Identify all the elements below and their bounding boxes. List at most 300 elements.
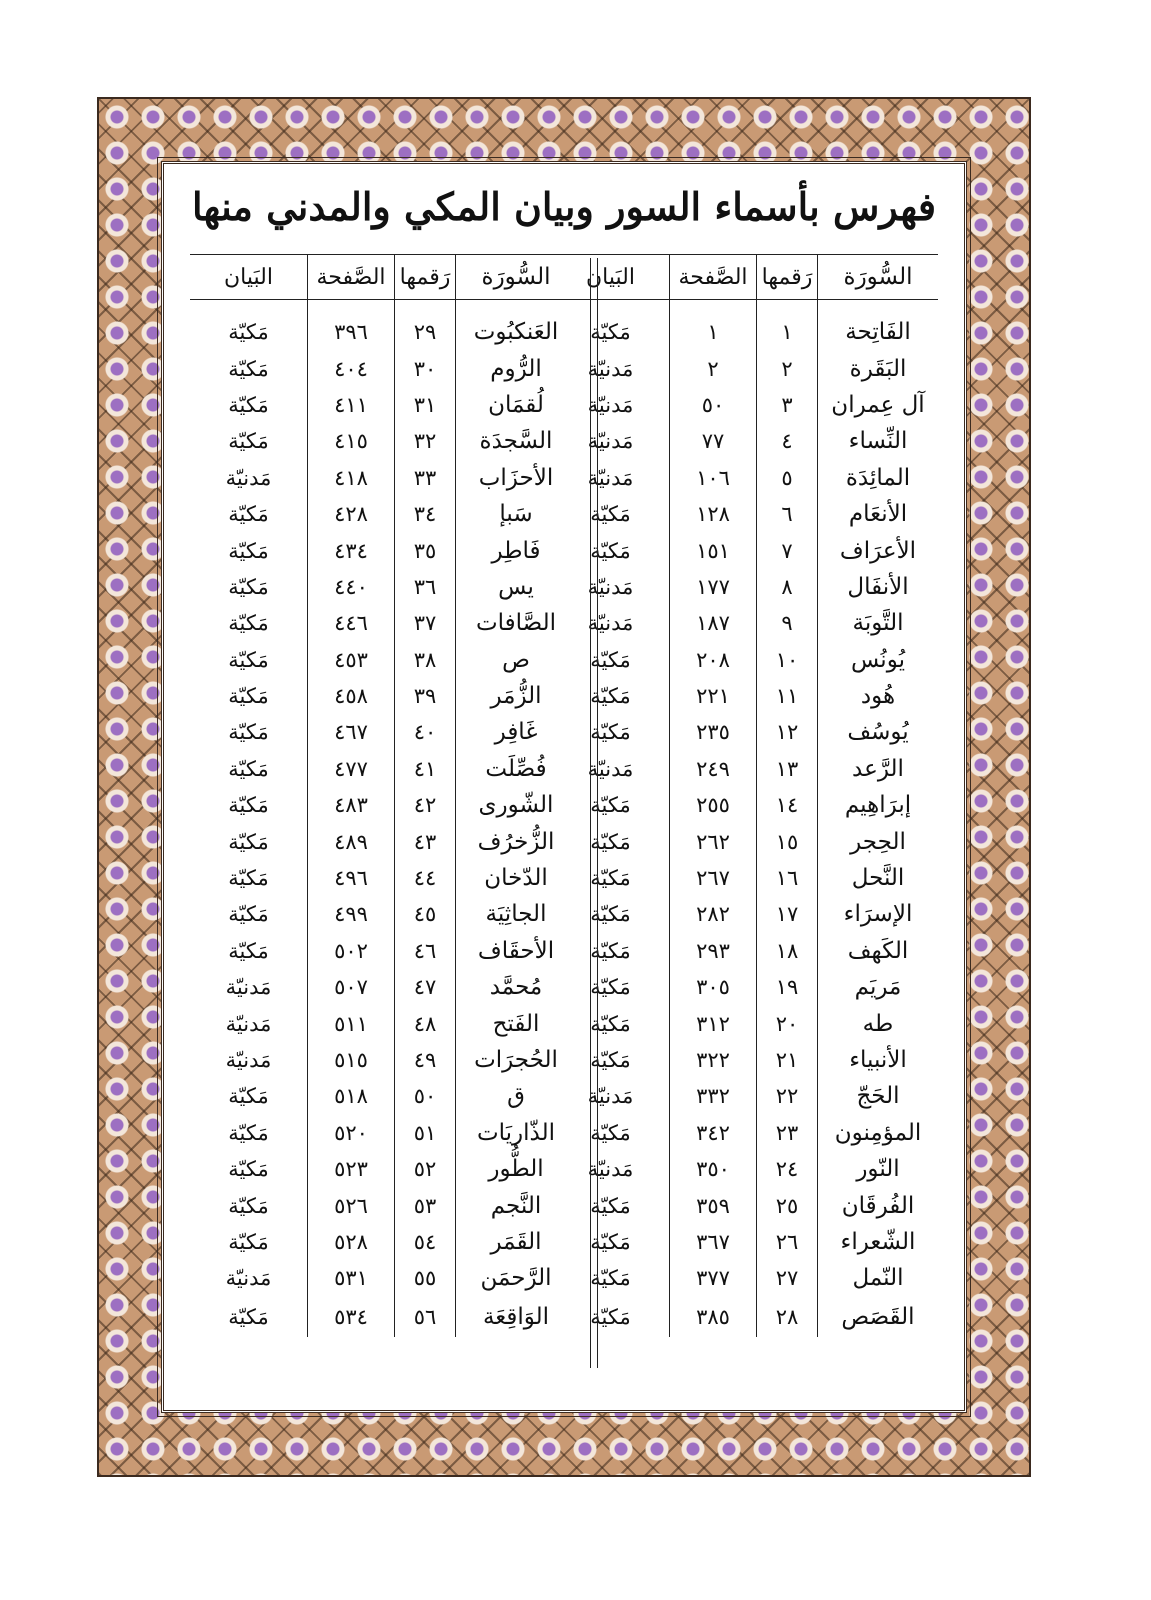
table-row xyxy=(552,1224,938,1260)
surah-number-cell: ٢٧ xyxy=(757,1260,818,1296)
table-row xyxy=(190,605,576,641)
page-number-cell: ٤١٥ xyxy=(308,423,395,459)
surah-name-cell: الفُرقَان xyxy=(818,1187,939,1223)
table-row xyxy=(190,350,576,386)
table-row xyxy=(552,496,938,532)
table-row xyxy=(190,787,576,823)
surah-number-cell: ٤٩ xyxy=(395,1042,456,1078)
revelation-type-cell: مَكيّة xyxy=(228,429,269,454)
surah-number-cell: ٣٨ xyxy=(395,642,456,678)
surah-name-cell: الكَهف xyxy=(818,933,939,969)
surah-name-cell: السَّجدَة xyxy=(456,423,577,459)
revelation-type-cell: مَكيّة xyxy=(590,502,631,527)
revelation-type-cell: مَكيّة xyxy=(228,538,269,563)
page-number-cell: ٥٠٢ xyxy=(308,933,395,969)
page-number-cell: ٣٦٧ xyxy=(670,1224,757,1260)
page-number-cell: ١٢٨ xyxy=(670,496,757,532)
page-number-cell: ٢٥٥ xyxy=(670,787,757,823)
table-row xyxy=(552,787,938,823)
table-row xyxy=(552,896,938,932)
page-number-cell: ١٨٧ xyxy=(670,605,757,641)
surah-name-cell: الجاثِيَة xyxy=(456,896,577,932)
surah-name-cell: القَمَر xyxy=(456,1224,577,1260)
revelation-type-cell: مَدنيّة xyxy=(587,611,634,636)
revelation-type-cell: مَكيّة xyxy=(590,1229,631,1254)
revelation-type-cell: مَكيّة xyxy=(228,647,269,672)
page-number-cell: ٤٤٠ xyxy=(308,569,395,605)
page-number-cell: ١٧٧ xyxy=(670,569,757,605)
surah-name-cell: فُصِّلَت xyxy=(456,751,577,787)
revelation-type-cell: مَكيّة xyxy=(228,684,269,709)
page-number-cell: ٥٢٣ xyxy=(308,1151,395,1187)
surah-number-cell: ٣٠ xyxy=(395,350,456,386)
page-number-cell: ٢٠٨ xyxy=(670,642,757,678)
table-row xyxy=(552,314,938,350)
surah-name-cell: آل عِمران xyxy=(818,387,939,423)
surah-name-cell: النّمل xyxy=(818,1260,939,1296)
surah-number-cell: ٥٤ xyxy=(395,1224,456,1260)
page-number-cell: ٥٢٦ xyxy=(308,1187,395,1223)
page-number-cell: ٥١١ xyxy=(308,1005,395,1041)
surah-number-cell: ٤٣ xyxy=(395,823,456,859)
revelation-type-cell: مَكيّة xyxy=(228,1120,269,1145)
table-row xyxy=(552,532,938,568)
table-row xyxy=(190,532,576,568)
surah-number-cell: ٤٢ xyxy=(395,787,456,823)
surah-number-cell: ١٩ xyxy=(757,969,818,1005)
table-header-row xyxy=(190,255,576,300)
spacer-cell xyxy=(456,300,577,315)
surah-name-cell: الفَتح xyxy=(456,1005,577,1041)
page-number-cell: ٤١١ xyxy=(308,387,395,423)
surah-number-cell: ٥٦ xyxy=(395,1297,456,1337)
page-number-cell: ٣٤٢ xyxy=(670,1115,757,1151)
revelation-type-cell: مَدنيّة xyxy=(225,1266,272,1291)
surah-name-cell: النّور xyxy=(818,1151,939,1187)
surah-name-cell: المؤمِنون xyxy=(818,1115,939,1151)
page-number-cell: ٢٩٣ xyxy=(670,933,757,969)
revelation-type-cell: مَكيّة xyxy=(228,793,269,818)
surah-name-cell: مَريَم xyxy=(818,969,939,1005)
revelation-type-cell: مَكيّة xyxy=(228,392,269,417)
table-row xyxy=(552,642,938,678)
table-row xyxy=(552,387,938,423)
revelation-type-cell: مَدنيّة xyxy=(587,756,634,781)
table-row xyxy=(552,1297,938,1337)
table-row xyxy=(190,314,576,350)
revelation-type-cell: مَكيّة xyxy=(228,1304,269,1329)
table-row xyxy=(190,1260,576,1296)
table-row xyxy=(552,605,938,641)
surah-name-cell: العَنكبُوت xyxy=(456,314,577,350)
surah-name-cell: الأنعَام xyxy=(818,496,939,532)
surah-number-cell: ١٦ xyxy=(757,860,818,896)
column-divider xyxy=(590,258,598,1368)
table-row xyxy=(190,969,576,1005)
table-row xyxy=(190,678,576,714)
surah-number-cell: ١ xyxy=(757,314,818,350)
page-number-cell: ٣٢٢ xyxy=(670,1042,757,1078)
page-number-cell: ٣٨٥ xyxy=(670,1297,757,1337)
revelation-type-cell: مَكيّة xyxy=(228,611,269,636)
page-number-cell: ١٥١ xyxy=(670,532,757,568)
revelation-type-cell: مَكيّة xyxy=(590,684,631,709)
spacer-cell xyxy=(757,300,818,315)
table-row xyxy=(190,1005,576,1041)
surah-number-cell: ٤ xyxy=(757,423,818,459)
surah-name-cell: النَّحل xyxy=(818,860,939,896)
page-number-cell: ٥١٨ xyxy=(308,1078,395,1114)
surah-number-cell: ٤١ xyxy=(395,751,456,787)
surah-number-cell: ٢٦ xyxy=(757,1224,818,1260)
surah-name-cell: هُود xyxy=(818,678,939,714)
surah-name-cell: ص xyxy=(456,642,577,678)
revelation-type-cell: مَكيّة xyxy=(228,902,269,927)
surah-number-cell: ٥٣ xyxy=(395,1187,456,1223)
header-page: الصَّفحة xyxy=(670,255,757,300)
page-number-cell: ٣٠٥ xyxy=(670,969,757,1005)
surah-name-cell: طه xyxy=(818,1005,939,1041)
surah-number-cell: ٣٦ xyxy=(395,569,456,605)
surah-name-cell: سَبإ xyxy=(456,496,577,532)
surah-number-cell: ٢٢ xyxy=(757,1078,818,1114)
page-number-cell: ٥٢٨ xyxy=(308,1224,395,1260)
table-row xyxy=(552,1005,938,1041)
surah-number-cell: ١٧ xyxy=(757,896,818,932)
page-number-cell: ٥٢٠ xyxy=(308,1115,395,1151)
table-row xyxy=(552,969,938,1005)
surah-name-cell: الرَّعد xyxy=(818,751,939,787)
page-number-cell: ٤٤٦ xyxy=(308,605,395,641)
page-number-cell: ٣٥٠ xyxy=(670,1151,757,1187)
table-row xyxy=(552,714,938,750)
surah-number-cell: ٢ xyxy=(757,350,818,386)
surah-number-cell: ٢١ xyxy=(757,1042,818,1078)
table-row xyxy=(190,642,576,678)
page-number-cell: ١ xyxy=(670,314,757,350)
surah-name-cell: غَافِر xyxy=(456,714,577,750)
table-row xyxy=(552,423,938,459)
table-row xyxy=(552,1187,938,1223)
revelation-type-cell: مَكيّة xyxy=(590,866,631,891)
surah-name-cell: يُوسُف xyxy=(818,714,939,750)
revelation-type-cell: مَدنيّة xyxy=(587,429,634,454)
surah-name-cell: إبرَاهِيم xyxy=(818,787,939,823)
surah-name-cell: الأنبياء xyxy=(818,1042,939,1078)
revelation-type-cell: مَدنيّة xyxy=(587,465,634,490)
surah-number-cell: ٥٢ xyxy=(395,1151,456,1187)
revelation-type-cell: مَكيّة xyxy=(228,866,269,891)
page-number-cell: ٥٠ xyxy=(670,387,757,423)
table-row xyxy=(190,1115,576,1151)
table-row xyxy=(190,1224,576,1260)
header-number: رَقمها xyxy=(395,255,456,300)
surah-number-cell: ٤٦ xyxy=(395,933,456,969)
revelation-type-cell: مَدنيّة xyxy=(587,356,634,381)
revelation-type-cell: مَكيّة xyxy=(590,1011,631,1036)
page-number-cell: ٢٣٥ xyxy=(670,714,757,750)
page-number-cell: ٢٦٧ xyxy=(670,860,757,896)
page-number-cell: ٥٣٤ xyxy=(308,1297,395,1337)
surah-name-cell: الوَاقِعَة xyxy=(456,1297,577,1337)
revelation-type-cell: مَكيّة xyxy=(590,829,631,854)
surah-name-cell: الصَّافات xyxy=(456,605,577,641)
surah-number-cell: ٣٤ xyxy=(395,496,456,532)
surah-number-cell: ٥ xyxy=(757,460,818,496)
table-row xyxy=(190,387,576,423)
surah-number-cell: ٤٨ xyxy=(395,1005,456,1041)
revelation-type-cell: مَكيّة xyxy=(228,502,269,527)
surah-number-cell: ٤٤ xyxy=(395,860,456,896)
page-number-cell: ٢ xyxy=(670,350,757,386)
header-type: البَيان xyxy=(552,255,670,300)
page-number-cell: ٥٠٧ xyxy=(308,969,395,1005)
surah-number-cell: ٩ xyxy=(757,605,818,641)
surah-name-cell: الشّعراء xyxy=(818,1224,939,1260)
page-number-cell: ٢٦٢ xyxy=(670,823,757,859)
revelation-type-cell: مَدنيّة xyxy=(587,1084,634,1109)
revelation-type-cell: مَكيّة xyxy=(590,938,631,963)
surah-name-cell: القَصَص xyxy=(818,1297,939,1337)
revelation-type-cell: مَدنيّة xyxy=(225,1048,272,1072)
table-row xyxy=(552,460,938,496)
surah-number-cell: ٢٠ xyxy=(757,1005,818,1041)
surah-number-cell: ١٣ xyxy=(757,751,818,787)
surah-number-cell: ١٥ xyxy=(757,823,818,859)
ornamental-border xyxy=(97,97,1031,1477)
header-page: الصَّفحة xyxy=(308,255,395,300)
revelation-type-cell: مَكيّة xyxy=(590,1120,631,1145)
revelation-type-cell: مَكيّة xyxy=(228,829,269,854)
surah-number-cell: ٤٧ xyxy=(395,969,456,1005)
surah-name-cell: يس xyxy=(456,569,577,605)
page-number-cell: ٣٧٧ xyxy=(670,1260,757,1296)
surah-number-cell: ١١ xyxy=(757,678,818,714)
table-row xyxy=(190,714,576,750)
surah-name-cell: البَقَرة xyxy=(818,350,939,386)
table-header-row xyxy=(552,255,938,300)
spacer-row xyxy=(552,300,938,315)
revelation-type-cell: مَكيّة xyxy=(228,320,269,345)
spacer-row xyxy=(190,300,576,315)
surah-number-cell: ٢٣ xyxy=(757,1115,818,1151)
page-number-cell: ٣١٢ xyxy=(670,1005,757,1041)
revelation-type-cell: مَكيّة xyxy=(590,975,631,1000)
table-row xyxy=(190,896,576,932)
surah-name-cell: الفَاتِحة xyxy=(818,314,939,350)
spacer-cell xyxy=(818,300,939,315)
surah-name-cell: الشّورى xyxy=(456,787,577,823)
page-number-cell: ٤٨٣ xyxy=(308,787,395,823)
surah-name-cell: الحِجر xyxy=(818,823,939,859)
revelation-type-cell: مَدنيّة xyxy=(225,975,272,1000)
page-number-cell: ٥٣١ xyxy=(308,1260,395,1296)
surah-number-cell: ٢٩ xyxy=(395,314,456,350)
surah-number-cell: ٣ xyxy=(757,387,818,423)
revelation-type-cell: مَكيّة xyxy=(228,720,269,745)
revelation-type-cell: مَكيّة xyxy=(228,1084,269,1109)
table-row xyxy=(190,460,576,496)
table-row xyxy=(190,1187,576,1223)
surah-name-cell: الرُّوم xyxy=(456,350,577,386)
surah-number-cell: ٣٢ xyxy=(395,423,456,459)
table-row xyxy=(552,1042,938,1078)
page-number-cell: ٤٥٣ xyxy=(308,642,395,678)
surah-number-cell: ٣٩ xyxy=(395,678,456,714)
surah-name-cell: الأحزَاب xyxy=(456,460,577,496)
page-number-cell: ١٠٦ xyxy=(670,460,757,496)
spacer-cell xyxy=(395,300,456,315)
surah-name-cell: الإسرَاء xyxy=(818,896,939,932)
table-row xyxy=(552,751,938,787)
surah-name-cell: الرَّحمَن xyxy=(456,1260,577,1296)
page-number-cell: ٢٤٩ xyxy=(670,751,757,787)
revelation-type-cell: مَكيّة xyxy=(590,1266,631,1291)
surah-index xyxy=(190,254,938,1394)
table-row xyxy=(552,1115,938,1151)
revelation-type-cell: مَدنيّة xyxy=(225,1011,272,1036)
table-row xyxy=(552,569,938,605)
surah-name-cell: الأنفَال xyxy=(818,569,939,605)
surah-number-cell: ٨ xyxy=(757,569,818,605)
surah-name-cell: لُقمَان xyxy=(456,387,577,423)
surah-name-cell: الأحقَاف xyxy=(456,933,577,969)
header-type: البَيان xyxy=(190,255,308,300)
revelation-type-cell: مَكيّة xyxy=(590,647,631,672)
table-row xyxy=(190,569,576,605)
surah-name-cell: مُحمَّد xyxy=(456,969,577,1005)
surah-name-cell: الحُجرَات xyxy=(456,1042,577,1078)
table-row xyxy=(190,933,576,969)
revelation-type-cell: مَدنيّة xyxy=(225,465,272,490)
table-row xyxy=(190,1078,576,1114)
revelation-type-cell: مَكيّة xyxy=(228,1229,269,1254)
surah-table-left xyxy=(190,254,576,1394)
table-row xyxy=(190,1151,576,1187)
revelation-type-cell: مَدنيّة xyxy=(587,392,634,417)
surah-number-cell: ١٠ xyxy=(757,642,818,678)
table-row xyxy=(552,350,938,386)
surah-name-cell: الدّخان xyxy=(456,860,577,896)
revelation-type-cell: مَكيّة xyxy=(590,1048,631,1072)
table-row xyxy=(552,933,938,969)
surah-number-cell: ٥٠ xyxy=(395,1078,456,1114)
surah-number-cell: ٢٤ xyxy=(757,1151,818,1187)
table-row xyxy=(190,751,576,787)
revelation-type-cell: مَكيّة xyxy=(590,1304,631,1329)
revelation-type-cell: مَدنيّة xyxy=(587,1157,634,1182)
surah-name-cell: النِّساء xyxy=(818,423,939,459)
header-surah: السُّورَة xyxy=(456,255,577,300)
page-number-cell: ٥١٥ xyxy=(308,1042,395,1078)
surah-name-cell: التَّوبَة xyxy=(818,605,939,641)
page-number-cell: ٢٢١ xyxy=(670,678,757,714)
page-number-cell: ٤٩٦ xyxy=(308,860,395,896)
page-number-cell: ٤٨٩ xyxy=(308,823,395,859)
surah-name-cell: النَّجم xyxy=(456,1187,577,1223)
revelation-type-cell: مَكيّة xyxy=(228,1193,269,1218)
revelation-type-cell: مَكيّة xyxy=(590,902,631,927)
surah-number-cell: ٣٧ xyxy=(395,605,456,641)
revelation-type-cell: مَكيّة xyxy=(590,320,631,345)
revelation-type-cell: مَكيّة xyxy=(590,720,631,745)
surah-number-cell: ٥٥ xyxy=(395,1260,456,1296)
spacer-cell xyxy=(308,300,395,315)
page-number-cell: ٣٥٩ xyxy=(670,1187,757,1223)
table-row xyxy=(190,496,576,532)
table-row xyxy=(552,1260,938,1296)
page-number-cell: ٤٥٨ xyxy=(308,678,395,714)
table-row xyxy=(552,1151,938,1187)
surah-name-cell: فَاطِر xyxy=(456,532,577,568)
surah-number-cell: ٣١ xyxy=(395,387,456,423)
surah-number-cell: ٣٣ xyxy=(395,460,456,496)
header-number: رَقمها xyxy=(757,255,818,300)
page-number-cell: ٣٩٦ xyxy=(308,314,395,350)
surah-number-cell: ٧ xyxy=(757,532,818,568)
table-row xyxy=(190,1042,576,1078)
surah-number-cell: ٥١ xyxy=(395,1115,456,1151)
revelation-type-cell: مَدنيّة xyxy=(587,574,634,599)
surah-name-cell: الذّاريَات xyxy=(456,1115,577,1151)
table-row xyxy=(190,423,576,459)
surah-name-cell: ق xyxy=(456,1078,577,1114)
surah-number-cell: ٣٥ xyxy=(395,532,456,568)
surah-number-cell: ٢٥ xyxy=(757,1187,818,1223)
page-number-cell: ٤١٨ xyxy=(308,460,395,496)
revelation-type-cell: مَكيّة xyxy=(590,538,631,563)
page-number-cell: ٤٠٤ xyxy=(308,350,395,386)
revelation-type-cell: مَكيّة xyxy=(228,756,269,781)
surah-number-cell: ٢٨ xyxy=(757,1297,818,1337)
surah-number-cell: ٦ xyxy=(757,496,818,532)
surah-name-cell: الزُّمَر xyxy=(456,678,577,714)
surah-name-cell: الأعرَاف xyxy=(818,532,939,568)
table-row xyxy=(190,860,576,896)
revelation-type-cell: مَكيّة xyxy=(590,793,631,818)
table-row xyxy=(190,1297,576,1337)
table-row xyxy=(552,1078,938,1114)
surah-name-cell: يُونُس xyxy=(818,642,939,678)
surah-number-cell: ٤٥ xyxy=(395,896,456,932)
page-title: فهرس بأسماء السور وبيان المكي والمدني منها xyxy=(191,184,937,229)
revelation-type-cell: مَكيّة xyxy=(590,1193,631,1218)
surah-number-cell: ١٤ xyxy=(757,787,818,823)
surah-number-cell: ١٢ xyxy=(757,714,818,750)
page-number-cell: ٤٣٤ xyxy=(308,532,395,568)
surah-number-cell: ٤٠ xyxy=(395,714,456,750)
page-number-cell: ٢٨٢ xyxy=(670,896,757,932)
page-number-cell: ٤٢٨ xyxy=(308,496,395,532)
surah-name-cell: الطُّور xyxy=(456,1151,577,1187)
page-number-cell: ٤٧٧ xyxy=(308,751,395,787)
table-row xyxy=(552,823,938,859)
table-row xyxy=(190,823,576,859)
page-number-cell: ٤٦٧ xyxy=(308,714,395,750)
revelation-type-cell: مَكيّة xyxy=(228,938,269,963)
table-row xyxy=(552,678,938,714)
surah-name-cell: الزُّخرُف xyxy=(456,823,577,859)
surah-name-cell: المائِدَة xyxy=(818,460,939,496)
spacer-cell xyxy=(670,300,757,315)
surah-number-cell: ١٨ xyxy=(757,933,818,969)
revelation-type-cell: مَكيّة xyxy=(228,1157,269,1182)
revelation-type-cell: مَكيّة xyxy=(228,356,269,381)
revelation-type-cell: مَكيّة xyxy=(228,574,269,599)
page-number-cell: ٣٣٢ xyxy=(670,1078,757,1114)
page-content xyxy=(161,161,967,1413)
surah-name-cell: الحَجّ xyxy=(818,1078,939,1114)
